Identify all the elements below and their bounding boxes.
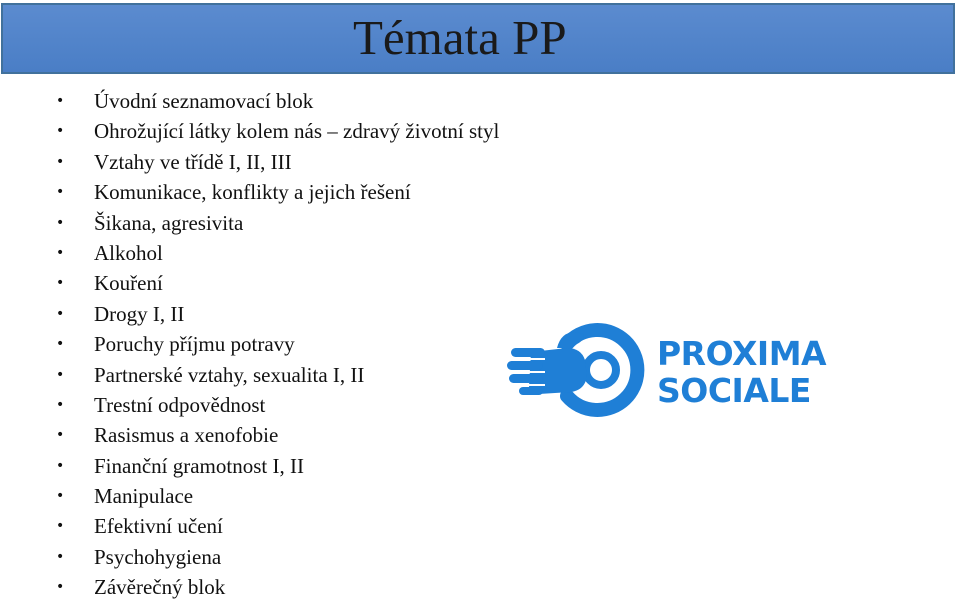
- bullet-icon: •: [56, 579, 65, 596]
- bullet-icon: •: [56, 214, 65, 231]
- bullet-icon: •: [56, 184, 65, 201]
- bullet-icon: •: [56, 488, 65, 505]
- topic-label: Efektivní učení: [94, 514, 223, 539]
- bullet-icon: •: [56, 244, 65, 261]
- topic-label: Poruchy příjmu potravy: [94, 332, 295, 357]
- topic-label: Alkohol: [94, 240, 163, 265]
- topic-label: Partnerské vztahy, sexualita I, II: [94, 362, 365, 387]
- topic-label: Rasismus a xenofobie: [94, 423, 279, 448]
- bullet-icon: •: [56, 336, 65, 353]
- slide-title: Témata PP: [353, 10, 567, 65]
- bullet-icon: •: [56, 366, 65, 383]
- bullet-icon: •: [56, 123, 65, 140]
- bullet-icon: •: [56, 275, 65, 292]
- topic-label: Vztahy ve třídě I, II, III: [94, 149, 292, 174]
- topic-label: Trestní odpovědnost: [94, 392, 266, 417]
- topic-label: Komunikace, konflikty a jejich řešení: [94, 180, 411, 205]
- topic-label: Manipulace: [94, 484, 194, 509]
- topic-label: Drogy I, II: [94, 301, 185, 326]
- bullet-icon: •: [56, 305, 65, 322]
- topic-label: Psychohygiena: [94, 544, 222, 569]
- bullet-icon: •: [56, 93, 65, 109]
- bullet-icon: •: [56, 396, 65, 413]
- topic-label: Kouření: [94, 271, 163, 296]
- topic-label: Finanční gramotnost I, II: [94, 453, 304, 478]
- hand-target-icon: [505, 318, 645, 418]
- topic-label: Šikana, agresivita: [94, 210, 244, 235]
- bullet-icon: •: [56, 457, 65, 474]
- bullet-icon: •: [56, 518, 65, 535]
- bullet-icon: •: [56, 548, 65, 565]
- proxima-sociale-logo: [505, 318, 827, 418]
- bullet-icon: •: [56, 153, 65, 170]
- topic-label: Ohrožující látky kolem nás – zdravý životní styl: [94, 119, 500, 144]
- topic-label: Úvodní seznamovací blok: [94, 89, 314, 113]
- topic-label: Závěrečný blok: [94, 575, 226, 600]
- logo-text-line-2: SOCIALE: [657, 371, 811, 410]
- bullet-icon: •: [56, 427, 65, 444]
- logo-text-line-1: PROXIMA: [657, 334, 827, 373]
